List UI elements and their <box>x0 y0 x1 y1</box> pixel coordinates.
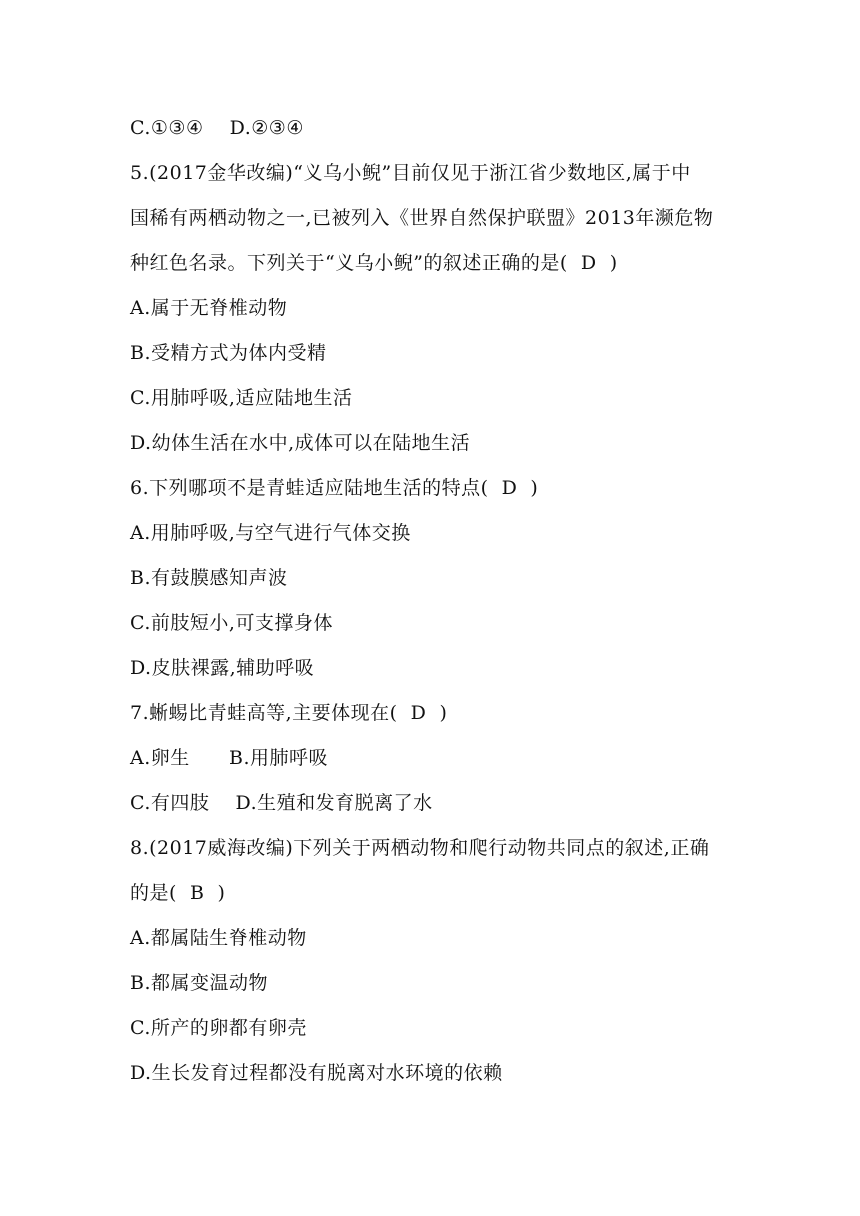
q5-option-d: D.幼体生活在水中,成体可以在陆地生活 <box>130 432 471 454</box>
q5-stem-line1: 5.(2017金华改编)“义乌小鲵”目前仅见于浙江省少数地区,属于中 <box>130 162 691 184</box>
q5-stem-line3: 种红色名录。下列关于“义乌小鲵”的叙述正确的是( D ) <box>130 252 618 274</box>
q6-option-b: B.有鼓膜感知声波 <box>130 567 288 589</box>
q7-options-cd: C.有四肢 D.生殖和发育脱离了水 <box>130 792 433 814</box>
q6-option-a: A.用肺呼吸,与空气进行气体交换 <box>130 522 411 544</box>
q8-stem-line2: 的是( B ) <box>130 882 226 904</box>
q5-stem-line2: 国稀有两栖动物之一,已被列入《世界自然保护联盟》2013年濒危物 <box>130 207 714 229</box>
q8-option-a: A.都属陆生脊椎动物 <box>130 927 307 949</box>
q8-stem-line1: 8.(2017威海改编)下列关于两栖动物和爬行动物共同点的叙述,正确 <box>130 837 710 859</box>
q7-stem: 7.蜥蜴比青蛙高等,主要体现在( D ) <box>130 702 448 724</box>
q8-option-d: D.生长发育过程都没有脱离对水环境的依赖 <box>130 1062 503 1084</box>
q6-option-c: C.前肢短小,可支撑身体 <box>130 612 333 634</box>
q7-options-ab: A.卵生 B.用肺呼吸 <box>130 747 329 769</box>
q8-option-b: B.都属变温动物 <box>130 972 269 994</box>
q6-stem: 6.下列哪项不是青蛙适应陆地生活的特点( D ) <box>130 477 539 499</box>
q5-option-c: C.用肺呼吸,适应陆地生活 <box>130 387 353 409</box>
q6-option-d: D.皮肤裸露,辅助呼吸 <box>130 657 315 679</box>
q5-option-a: A.属于无脊椎动物 <box>130 297 288 319</box>
q8-option-c: C.所产的卵都有卵壳 <box>130 1017 307 1039</box>
q5-option-b: B.受精方式为体内受精 <box>130 342 327 364</box>
q4-options-cd: C.①③④ D.②③④ <box>130 117 304 139</box>
